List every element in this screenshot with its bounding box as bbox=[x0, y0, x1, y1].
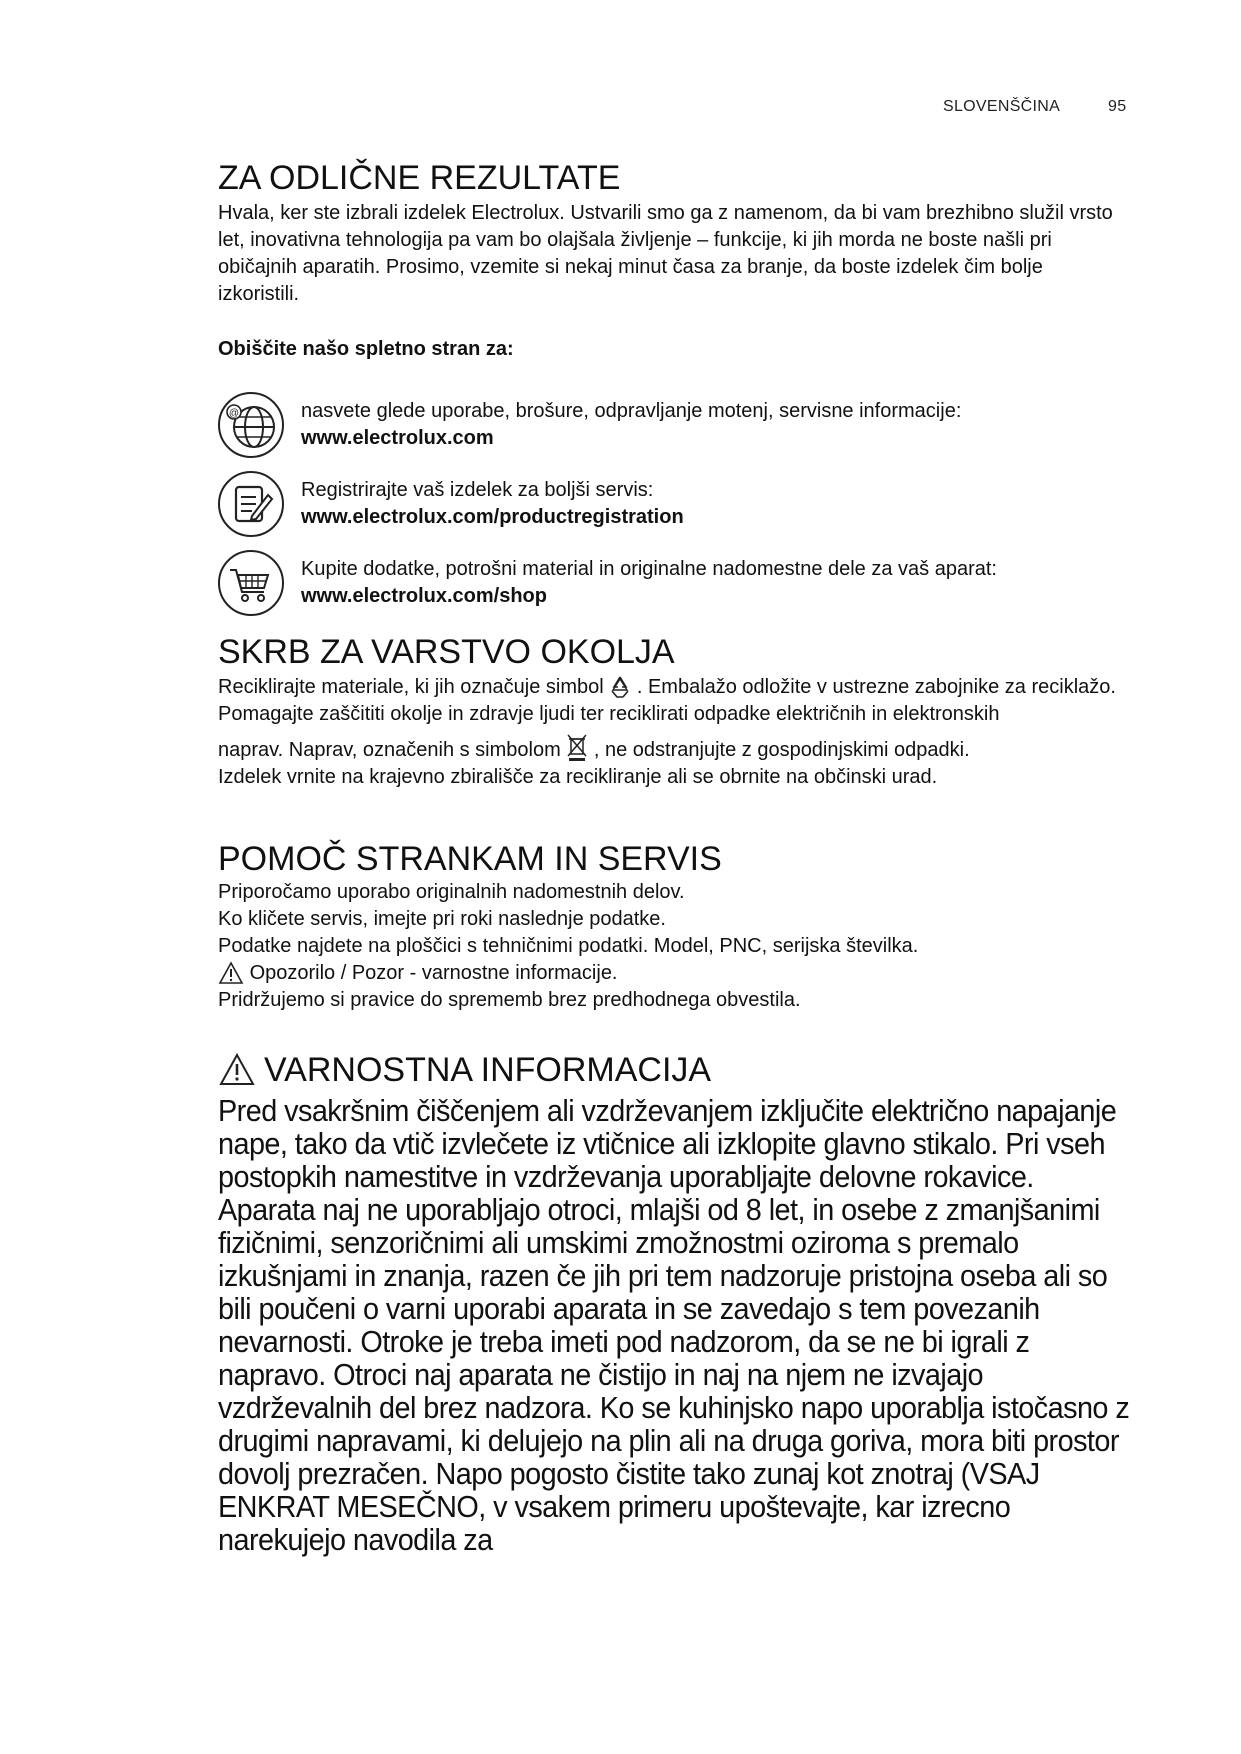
service-section bbox=[218, 839, 1128, 1014]
link-row-registration bbox=[218, 464, 1128, 543]
website-links bbox=[218, 385, 1128, 622]
environment-paragraph-1 bbox=[218, 674, 1128, 701]
environment-title: SKRB ZA VARSTVO OKOLJA bbox=[218, 633, 675, 671]
link-text-registration bbox=[301, 477, 684, 531]
safety-heading-row bbox=[218, 1050, 1128, 1090]
link-row-support bbox=[218, 385, 1128, 464]
link-url-registration[interactable]: www.electrolux.com/productregistration bbox=[301, 505, 684, 528]
service-title: POMOČ STRANKAM IN SERVIS bbox=[218, 840, 722, 878]
visit-heading: Obiščite našo spletno stran za: bbox=[218, 338, 514, 360]
weee-text-before: naprav. Naprav, označenih s simbolom bbox=[218, 739, 561, 761]
warning-triangle-icon bbox=[218, 961, 244, 985]
service-line-3: Podatke najdete na ploščici s tehničnimi podatki. Model, PNC, serijska številka. bbox=[218, 935, 919, 957]
service-warning-line bbox=[218, 960, 1128, 987]
recycle-text-before: Reciklirajte materiale, ki jih označuje simbol bbox=[218, 676, 604, 698]
link-description: nasvete glede uporabe, brošure, odpravljanje motenj, servisne informacije: bbox=[301, 399, 962, 422]
recycle-icon bbox=[609, 675, 631, 699]
link-row-shop bbox=[218, 543, 1128, 622]
weee-text-after: , ne odstranjujte z gospodinjskimi odpadki. bbox=[593, 739, 970, 761]
service-last-line: Pridržujemo si pravice do sprememb brez predhodnega obvestila. bbox=[218, 989, 801, 1011]
environment-paragraph-3 bbox=[218, 732, 1128, 764]
svg-text:@: @ bbox=[228, 407, 240, 419]
environment-paragraph-2: Pomagajte zaščititi okolje in zdravje ljudi ter reciklirati odpadke električnih in elektronskih bbox=[218, 703, 1000, 725]
page-number: 95 bbox=[1108, 98, 1127, 115]
link-url-support[interactable]: www.electrolux.com bbox=[301, 426, 494, 449]
results-title: ZA ODLIČNE REZULTATE bbox=[218, 159, 621, 197]
warning-text: Opozorilo / Pozor - varnostne informacije. bbox=[249, 962, 618, 984]
recycle-text-after: . Embalažo odložite v ustrezne zabojnike za reciklažo. bbox=[636, 676, 1116, 698]
header-language: SLOVENŠČINA bbox=[943, 98, 1061, 115]
registration-icon bbox=[216, 469, 286, 539]
service-line-1: Priporočamo uporabo originalnih nadomestnih delov. bbox=[218, 881, 685, 903]
service-line-2: Ko kličete servis, imejte pri roki naslednje podatke. bbox=[218, 908, 666, 930]
link-description: Registrirajte vaš izdelek za boljši servis: bbox=[301, 478, 654, 501]
environment-section bbox=[218, 632, 1128, 791]
link-text-support bbox=[301, 398, 961, 452]
safety-title: VARNOSTNA INFORMACIJA bbox=[264, 1051, 712, 1089]
results-intro: Hvala, ker ste izbrali izdelek Electrolux. Ustvarili smo ga z namenom, da bi vam brezhibno služil vrsto let, inovativna tehnologija pa vam bo olajšala življenje – funkcije, ki jih morda ne boste našli pri običajnih aparatih. Prosimo, vzemite si nekaj minut časa za branje, da boste izdelek čim bolje izkoristili. bbox=[218, 202, 1113, 305]
page-content bbox=[218, 158, 1128, 1556]
environment-paragraph-4: Izdelek vrnite na krajevno zbirališče za recikliranje ali se obrnite na občinski urad. bbox=[218, 766, 938, 788]
web-globe-icon bbox=[216, 390, 286, 460]
warning-triangle-icon bbox=[218, 1052, 256, 1088]
safety-text: Pred vsakršnim čiščenjem ali vzdrževanjem izključite električno napajanje nape, tako da vtič izvlečete iz vtičnice ali izklopite glavno stikalo. Pri vseh postopkih namestitve in vzdrževanja uporabljajte delovne rokavice. Aparata naj ne uporabljajo otroci, mlajši od 8 let, in osebe z zmanjšanimi fizičnimi, senzoričnimi ali umskimi zmožnostmi oziroma s premalo izkušnjami in znanja, razen če jih pri tem nadzoruje pristojna oseba ali so bili poučeni o varni uporabi aparata in se zavedajo s tem povezanih nevarnosti. Otroke je treba imeti pod nadzorom, da se ne bi igrali z napravo. Otroci naj aparata ne čistijo in naj na njem ne izvajajo vzdrževalnih del brez nadzora. Ko se kuhinjsko napo uporablja istočasno z drugimi napravami, ki delujejo na plin ali na druga goriva, mora biti prostor dovolj prezračen. Napo pogosto čistite tako zunaj kot znotraj (VSAJ ENKRAT MESEČNO, v vsakem primeru upoštevajte, kar izrecno narekujejo navodila za bbox=[218, 1093, 1130, 1557]
link-url-shop[interactable]: www.electrolux.com/shop bbox=[301, 584, 547, 607]
link-text-shop bbox=[301, 556, 997, 610]
crossed-bin-icon bbox=[566, 732, 588, 762]
shopping-cart-icon bbox=[216, 548, 286, 618]
link-description: Kupite dodatke, potrošni material in originalne nadomestne dele za vaš aparat: bbox=[301, 557, 997, 580]
